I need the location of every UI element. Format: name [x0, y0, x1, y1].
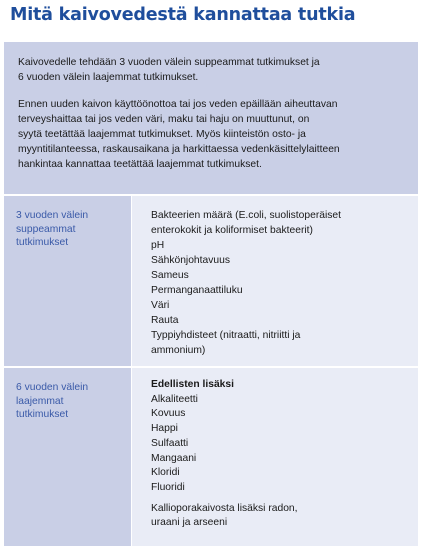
intro-paragraph-2	[18, 97, 404, 172]
intro-line: syytä teetättää laajemmat tutkimukset. Myös kiinteistön osto- ja	[18, 129, 306, 140]
test-list	[132, 196, 418, 366]
row-label-line: suppeammat	[16, 223, 76, 235]
intro-line: hankintaa kannattaa teetättää laajemmat tutkimukset.	[18, 159, 262, 170]
page-title: Mitä kaivovedestä kannattaa tutkia	[10, 5, 356, 25]
list-note: uraani ja arseeni	[151, 517, 228, 529]
intro-line: terveyshaittaa tai jos veden väri, maku tai haju on muuttunut, on	[18, 114, 310, 125]
table-row-3-year	[4, 194, 418, 366]
list-item: ammonium)	[151, 345, 206, 356]
list-item: Kloridi	[151, 467, 180, 479]
row-label	[4, 196, 131, 366]
list-item: Sähkönjohtavuus	[151, 255, 231, 266]
list-item: Kovuus	[151, 408, 186, 420]
list-item: Typpiyhdisteet (nitraatti, nitriitti ja	[151, 330, 301, 341]
list-note: Kallioporakaivosta lisäksi radon,	[151, 502, 298, 514]
intro-box	[4, 42, 418, 194]
list-item: Fluoridi	[151, 481, 185, 493]
row-label-line: 6 vuoden välein	[16, 382, 89, 393]
table-row-6-year	[4, 366, 418, 546]
row-label-line: tutkimukset	[16, 409, 69, 420]
list-item: Mangaani	[151, 452, 197, 464]
test-list	[132, 368, 418, 546]
list-item: enterokokit ja koliformiset bakteerit)	[151, 225, 313, 236]
list-item: Permanganaattiluku	[151, 285, 243, 296]
row-label-line: tutkimukset	[16, 237, 69, 248]
list-item: Sameus	[151, 270, 189, 281]
row-label	[4, 368, 131, 546]
intro-line: 6 vuoden välein laajemmat tutkimukset.	[18, 72, 199, 83]
list-item: Bakteerien määrä (E.coli, suolistoperäiset	[151, 210, 342, 221]
list-item: pH	[151, 240, 165, 251]
row-label-line: laajemmat	[16, 395, 64, 407]
intro-paragraph-1	[18, 55, 404, 85]
tests-table	[4, 194, 418, 546]
list-item: Alkaliteetti	[151, 393, 198, 405]
intro-line: myyntitilanteessa, raskausaikana ja harkittaessa vedenkäsittelylaitteen	[18, 144, 340, 155]
list-item: Sulfaatti	[151, 437, 189, 449]
intro-line: Ennen uuden kaivon käyttöönottoa tai jos veden epäillään aiheuttavan	[18, 99, 338, 110]
intro-line: Kaivovedelle tehdään 3 vuoden välein suppeammat tutkimukset ja	[18, 57, 320, 68]
list-item: Väri	[151, 300, 170, 311]
list-heading: Edellisten lisäksi	[151, 379, 234, 390]
row-label-line: 3 vuoden välein	[16, 210, 89, 221]
list-item: Happi	[151, 423, 178, 435]
list-item: Rauta	[151, 315, 179, 326]
